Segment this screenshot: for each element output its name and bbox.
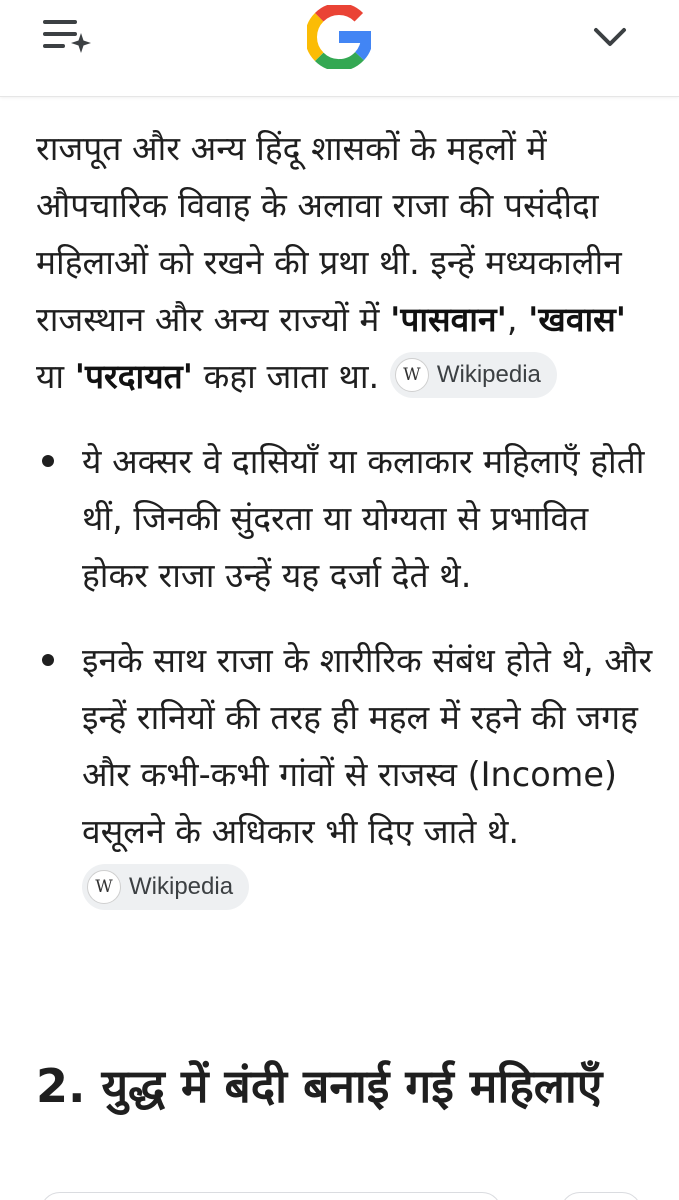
top-app-bar xyxy=(0,0,679,97)
source-chip-wikipedia[interactable] xyxy=(390,352,557,398)
term-pardaayat: 'परदायत' xyxy=(74,357,193,396)
source-chip-label: Wikipedia xyxy=(436,360,541,388)
term-khavaas: 'खवास' xyxy=(528,300,627,339)
bullet-list xyxy=(36,433,656,917)
chevron-down-icon xyxy=(590,20,630,56)
follow-up-chip[interactable] xyxy=(40,1192,502,1200)
list-item xyxy=(36,632,656,917)
menu-button[interactable] xyxy=(40,14,96,58)
intro-sep-1: , xyxy=(506,300,529,339)
bullet-dot xyxy=(42,455,54,467)
collapse-button[interactable] xyxy=(590,20,630,56)
menu-sparkle-icon xyxy=(40,14,96,58)
source-chip-wikipedia[interactable] xyxy=(82,864,249,910)
list-item xyxy=(36,433,656,604)
intro-sep-2: या xyxy=(36,357,75,396)
source-chip-label: Wikipedia xyxy=(129,872,234,900)
term-paasvaan: 'पासवान' xyxy=(390,300,507,339)
wikipedia-icon: W xyxy=(395,358,429,392)
bullet-text: इनके साथ राजा के शारीरिक संबंध होते थे, और इन्हें रानियों की तरह ही महल में रहने की जगह और कभी-कभी गांवों से राजस्व (Income) वसूलने के अधिकार भी दिए जाते थे. xyxy=(82,641,653,851)
google-g-logo[interactable] xyxy=(307,5,371,69)
wikipedia-icon: W xyxy=(87,870,121,904)
bullet-text: ये अक्सर वे दासियाँ या कलाकार महिलाएँ होती थीं, जिनकी सुंदरता या योग्यता से प्रभावित होकर राजा उन्हें यह दर्जा देते थे. xyxy=(82,442,645,595)
intro-text-1: राजपूत और अन्य हिंदू शासकों के महलों में औपचारिक विवाह के अलावा राजा की पसंदीदा महिलाओं को रखने की प्रथा थी. इन्हें मध्यकालीन राजस्थान और अन्य राज्यों में xyxy=(36,129,622,339)
section-heading: 2. युद्ध में बंदी बनाई गई महिलाएँ xyxy=(36,1059,603,1113)
bullet-dot xyxy=(42,654,54,666)
answer-content xyxy=(36,120,656,917)
intro-text-2: कहा जाता था. xyxy=(193,357,390,396)
intro-paragraph xyxy=(36,120,656,405)
follow-up-chip[interactable] xyxy=(560,1192,642,1200)
